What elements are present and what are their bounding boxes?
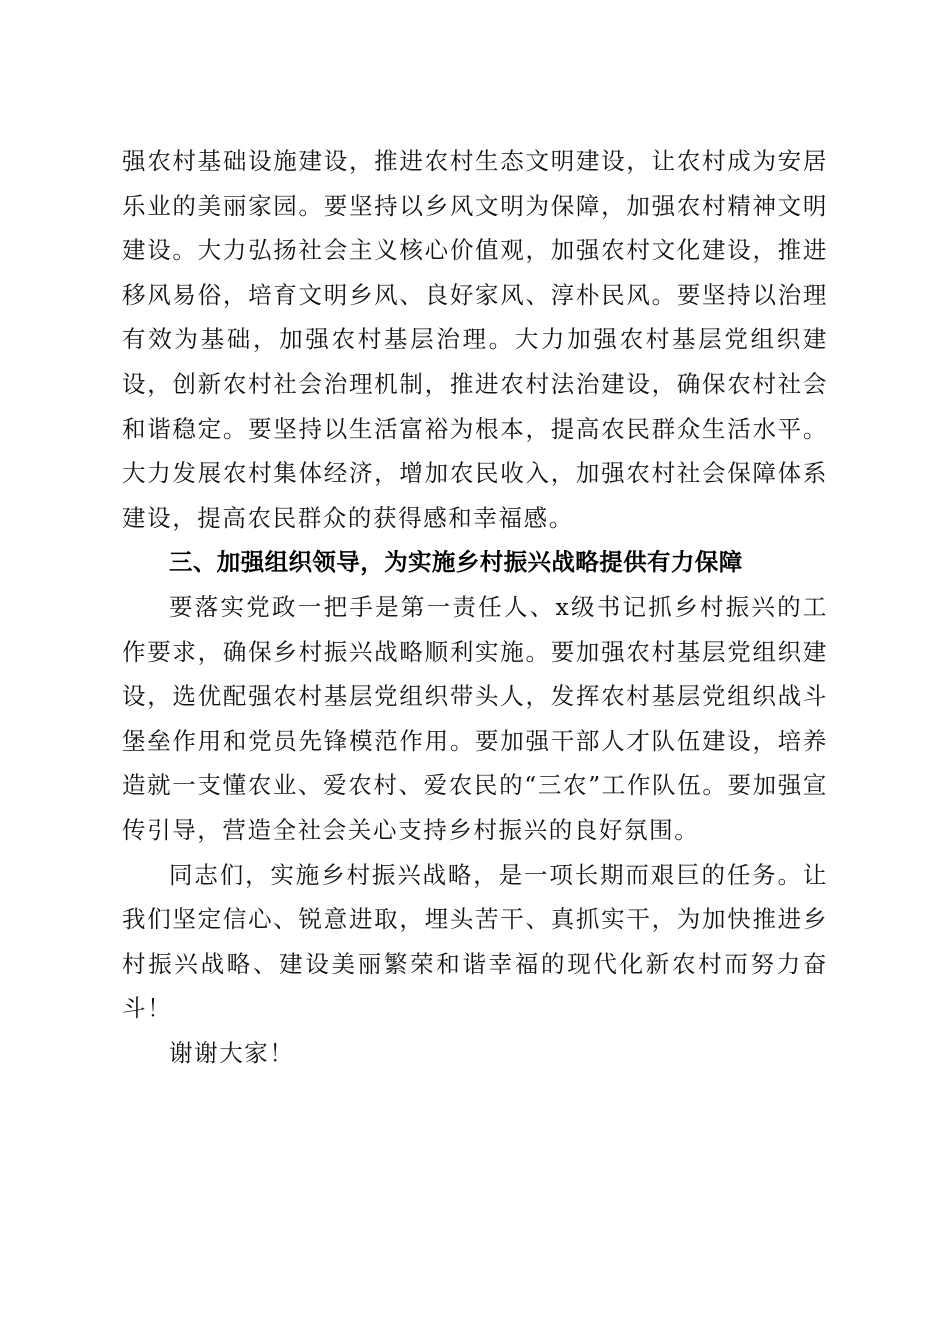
paragraph-concluding-call: 同志们，实施乡村振兴战略，是一项长期而艰巨的任务。让我们坚定信心、锐意进取，埋头苦干、真抓实干，为加快推进乡村振兴战略、建设美丽繁荣和谐幸福的现代化新农村而努力奋斗！ xyxy=(122,860,828,1023)
paragraph-thank-you: 谢谢大家！ xyxy=(169,1038,295,1067)
document-body xyxy=(122,139,828,1075)
section-heading-3: 三、加强组织领导，为实施乡村振兴战略提供有力保障 xyxy=(169,548,743,577)
paragraph-rural-construction-continued: 强农村基础设施建设，推进农村生态文明建设，让农村成为安居乐业的美丽家园。要坚持以乡风文明为保障，加强农村精神文明建设。大力弘扬社会主义核心价值观，加强农村文化建设，推进移风易俗，培育文明乡风、良好家风、淳朴民风。要坚持以治理有效为基础，加强农村基层治理。大力加强农村基层党组织建设，创新农村社会治理机制，推进农村法治建设，确保农村社会和谐稳定。要坚持以生活富裕为根本，提高农民群众生活水平。大力发展农村集体经济，增加农民收入，加强农村社会保障体系建设，提高农民群众的获得感和幸福感。 xyxy=(122,147,828,532)
paragraph-organizational-leadership: 要落实党政一把手是第一责任人、x级书记抓乡村振兴的工作要求，确保乡村振兴战略顺利实施。要加强农村基层党组织建设，选优配强农村基层党组织带头人，发挥农村基层党组织战斗堡垒作用和党员先锋模范作用。要加强干部人才队伍建设，培养造就一支懂农业、爱农村、爱农民的“三农”工作队伍。要加强宣传引导，营造全社会关心支持乡村振兴的良好氛围。 xyxy=(122,592,828,844)
